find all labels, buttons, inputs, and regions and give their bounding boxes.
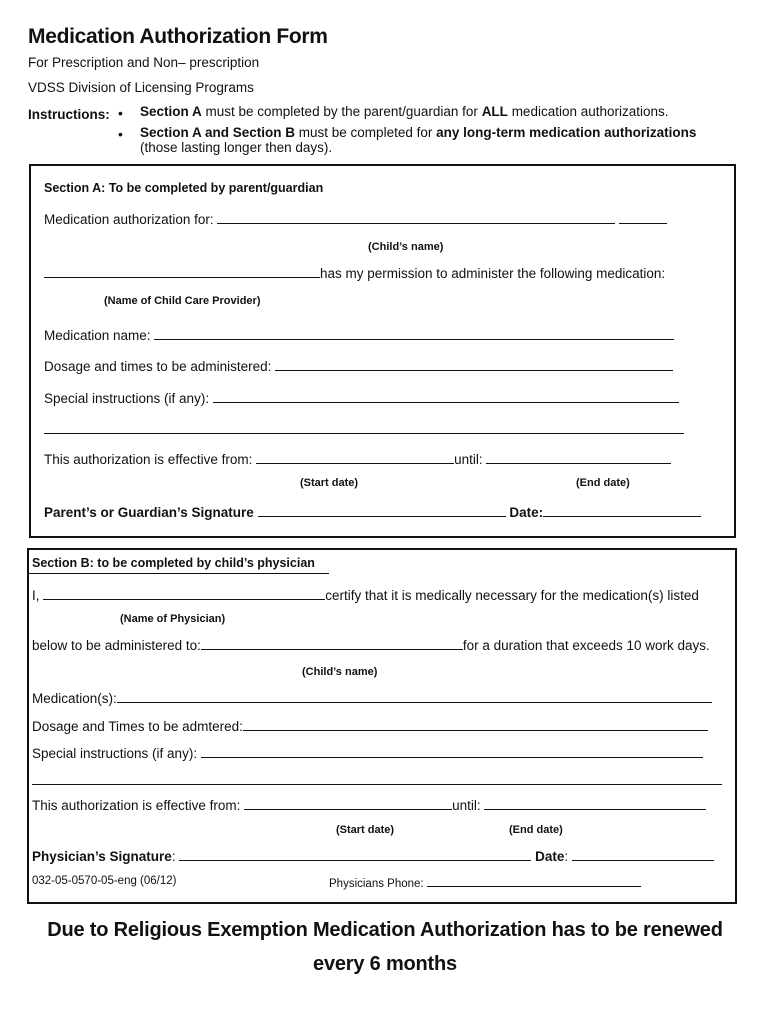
med-name-row: Medication name: [44, 327, 674, 343]
dosage-field[interactable] [275, 358, 673, 371]
end-date-b-field[interactable] [484, 797, 706, 810]
page-title: Medication Authorization Form [28, 25, 328, 48]
dosage-b-field[interactable] [243, 718, 708, 731]
end-date-caption: (End date) [576, 477, 630, 489]
dosage-row: Dosage and times to be administered: [44, 358, 673, 374]
renewal-note-line-2: every 6 months [313, 953, 457, 975]
child-extra-field[interactable] [619, 211, 667, 224]
form-code: 032-05-0570-05-eng (06/12) [32, 875, 177, 887]
subtitle: For Prescription and Non– prescription [28, 55, 260, 70]
section-b-heading: Section B: to be completed by child’s physician [32, 556, 315, 570]
renewal-note-line-1: Due to Religious Exemption Medication Authorization has to be renewed [47, 919, 723, 941]
physician-phone-field[interactable] [427, 875, 641, 887]
child-name-b-field[interactable] [201, 637, 463, 650]
medications-row: Medication(s): [32, 690, 712, 706]
special-field-line-2[interactable] [44, 421, 684, 434]
start-date-field[interactable] [256, 451, 454, 464]
physician-signature-row: Physician’s Signature: Date: [32, 848, 714, 864]
auth-for-row: Medication authorization for: [44, 211, 667, 227]
section-b-heading-underline [29, 573, 329, 574]
parent-signature-row: Parent’s or Guardian’s Signature Date: [44, 504, 701, 520]
parent-signature-field[interactable] [258, 504, 506, 517]
instructions-label: Instructions: [28, 107, 110, 122]
physician-name-field[interactable] [43, 587, 325, 600]
effective-row: This authorization is effective from: until: [44, 451, 671, 467]
start-date-caption: (Start date) [300, 477, 359, 489]
med-name-field[interactable] [154, 327, 674, 340]
below-row: below to be administered to: for a duration that exceeds 10 work days. [32, 638, 710, 653]
provider-name-field[interactable] [44, 265, 320, 278]
end-date-field[interactable] [486, 451, 671, 464]
special-b-row: Special instructions (if any): [32, 745, 703, 761]
instruction-1: Section A must be completed by the parent/guardian for ALL medication authorizations. [140, 104, 669, 119]
child-name-field[interactable] [217, 211, 615, 224]
bullet-icon: • [118, 105, 123, 121]
child-name-caption: (Child’s name) [368, 241, 444, 253]
division: VDSS Division of Licensing Programs [28, 80, 254, 95]
certify-row: I, certify that it is medically necessary for the medication(s) listed [32, 588, 699, 603]
bullet-icon: • [118, 126, 123, 142]
physician-phone-row: Physicians Phone: [329, 875, 641, 890]
special-b-field-line-2[interactable] [32, 772, 722, 785]
physician-name-caption: (Name of Physician) [120, 613, 226, 625]
start-date-b-caption: (Start date) [336, 824, 395, 836]
instruction-2-cont: (those lasting longer then days). [140, 140, 333, 155]
child-name-b-caption: (Child’s name) [302, 666, 378, 678]
physician-signature-field[interactable] [179, 848, 531, 861]
provider-caption: (Name of Child Care Provider) [104, 295, 261, 307]
end-date-b-caption: (End date) [509, 824, 563, 836]
physician-date-field[interactable] [572, 848, 714, 861]
instruction-2: Section A and Section B must be completed for any long-term medication authorizations [140, 125, 697, 140]
section-a-heading: Section A: To be completed by parent/guardian [44, 181, 324, 195]
medications-field[interactable] [117, 690, 712, 703]
special-row: Special instructions (if any): [44, 390, 679, 406]
special-b-field[interactable] [201, 745, 703, 758]
start-date-b-field[interactable] [244, 797, 452, 810]
permission-row: has my permission to administer the following medication: [44, 265, 665, 281]
parent-date-field[interactable] [543, 504, 701, 517]
effective-b-row: This authorization is effective from: until: [32, 797, 706, 813]
special-field[interactable] [213, 390, 679, 403]
dosage-b-row: Dosage and Times to be admtered: [32, 718, 708, 734]
